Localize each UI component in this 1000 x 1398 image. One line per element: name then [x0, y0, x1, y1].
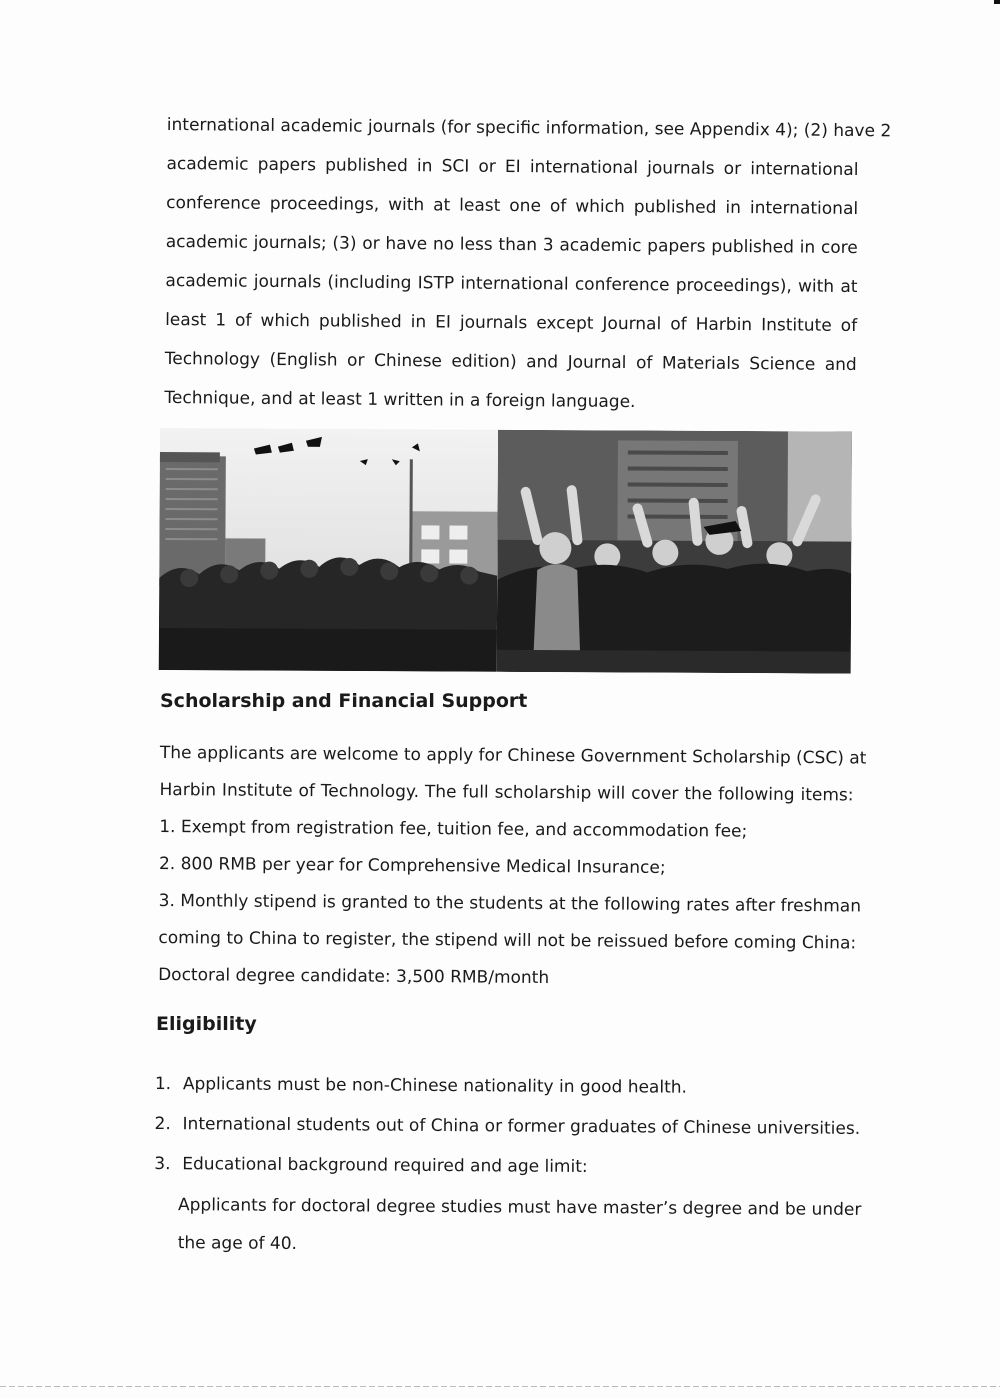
scholarship-line: The applicants are welcome to apply for Chinese Government Scholarship (CSC) at	[159, 742, 867, 769]
scholarship-item: 2. 800 RMB per year for Comprehensive Medical Insurance;	[158, 853, 666, 878]
graduation-photo	[159, 428, 852, 674]
scholarship-item: 3. Monthly stipend is granted to the students at the following rates after freshman	[158, 890, 862, 917]
paragraph-line: Technology (English or Chinese edition) and Journal of Materials Science and	[164, 348, 857, 376]
scholarship-line: Harbin Institute of Technology. The full scholarship will cover the following items:	[159, 779, 854, 806]
intro-paragraph	[164, 106, 892, 424]
paragraph-line: least 1 of which published in EI journals except Journal of Harbin Institute of	[165, 309, 858, 337]
scan-edge-line	[0, 1386, 1000, 1387]
paragraph-line: academic journals (including ISTP international conference proceedings), with at	[165, 270, 858, 298]
list-number: 2.	[154, 1113, 171, 1135]
eligibility-list	[154, 1064, 862, 1269]
list-item	[154, 1104, 861, 1149]
list-text: International students out of China or former graduates of Chinese universities.	[182, 1114, 861, 1139]
list-number: 1.	[154, 1073, 172, 1095]
scholarship-heading: Scholarship and Financial Support	[160, 690, 528, 712]
eligibility-heading: Eligibility	[156, 1013, 257, 1035]
age-requirement-line: the age of 40.	[177, 1233, 298, 1254]
scan-artifact	[994, 0, 1000, 4]
stipend-rate: Doctoral degree candidate: 3,500 RMB/month	[158, 964, 550, 989]
age-requirement-line: Applicants for doctoral degree studies must have master’s degree and be under	[177, 1195, 862, 1220]
scholarship-line: coming to China to register, the stipend will not be reissued before coming China:	[158, 927, 857, 954]
paragraph-line: conference proceedings, with at least one of which published in international	[166, 192, 859, 220]
scholarship-section	[158, 735, 867, 999]
graduates-celebrating-photo	[497, 430, 852, 674]
paragraph-line: international academic journals (for specific information, see Appendix 4); (2) have 2	[166, 114, 892, 142]
list-item	[155, 1064, 855, 1109]
graduates-throwing-caps-photo	[159, 428, 498, 672]
list-item	[154, 1144, 854, 1189]
paragraph-line: Technique, and at least 1 written in a foreign language.	[164, 387, 636, 413]
paragraph-line: academic papers published in SCI or EI international journals or international	[166, 153, 859, 181]
scholarship-item: 1. Exempt from registration fee, tuition fee, and accommodation fee;	[159, 816, 748, 842]
list-text: Applicants must be non-Chinese nationality in good health.	[182, 1074, 688, 1098]
list-number: 3.	[154, 1153, 171, 1175]
list-text: Educational background required and age limit:	[182, 1154, 588, 1178]
paragraph-line: academic journals; (3) or have no less than 3 academic papers published in core	[165, 231, 858, 259]
